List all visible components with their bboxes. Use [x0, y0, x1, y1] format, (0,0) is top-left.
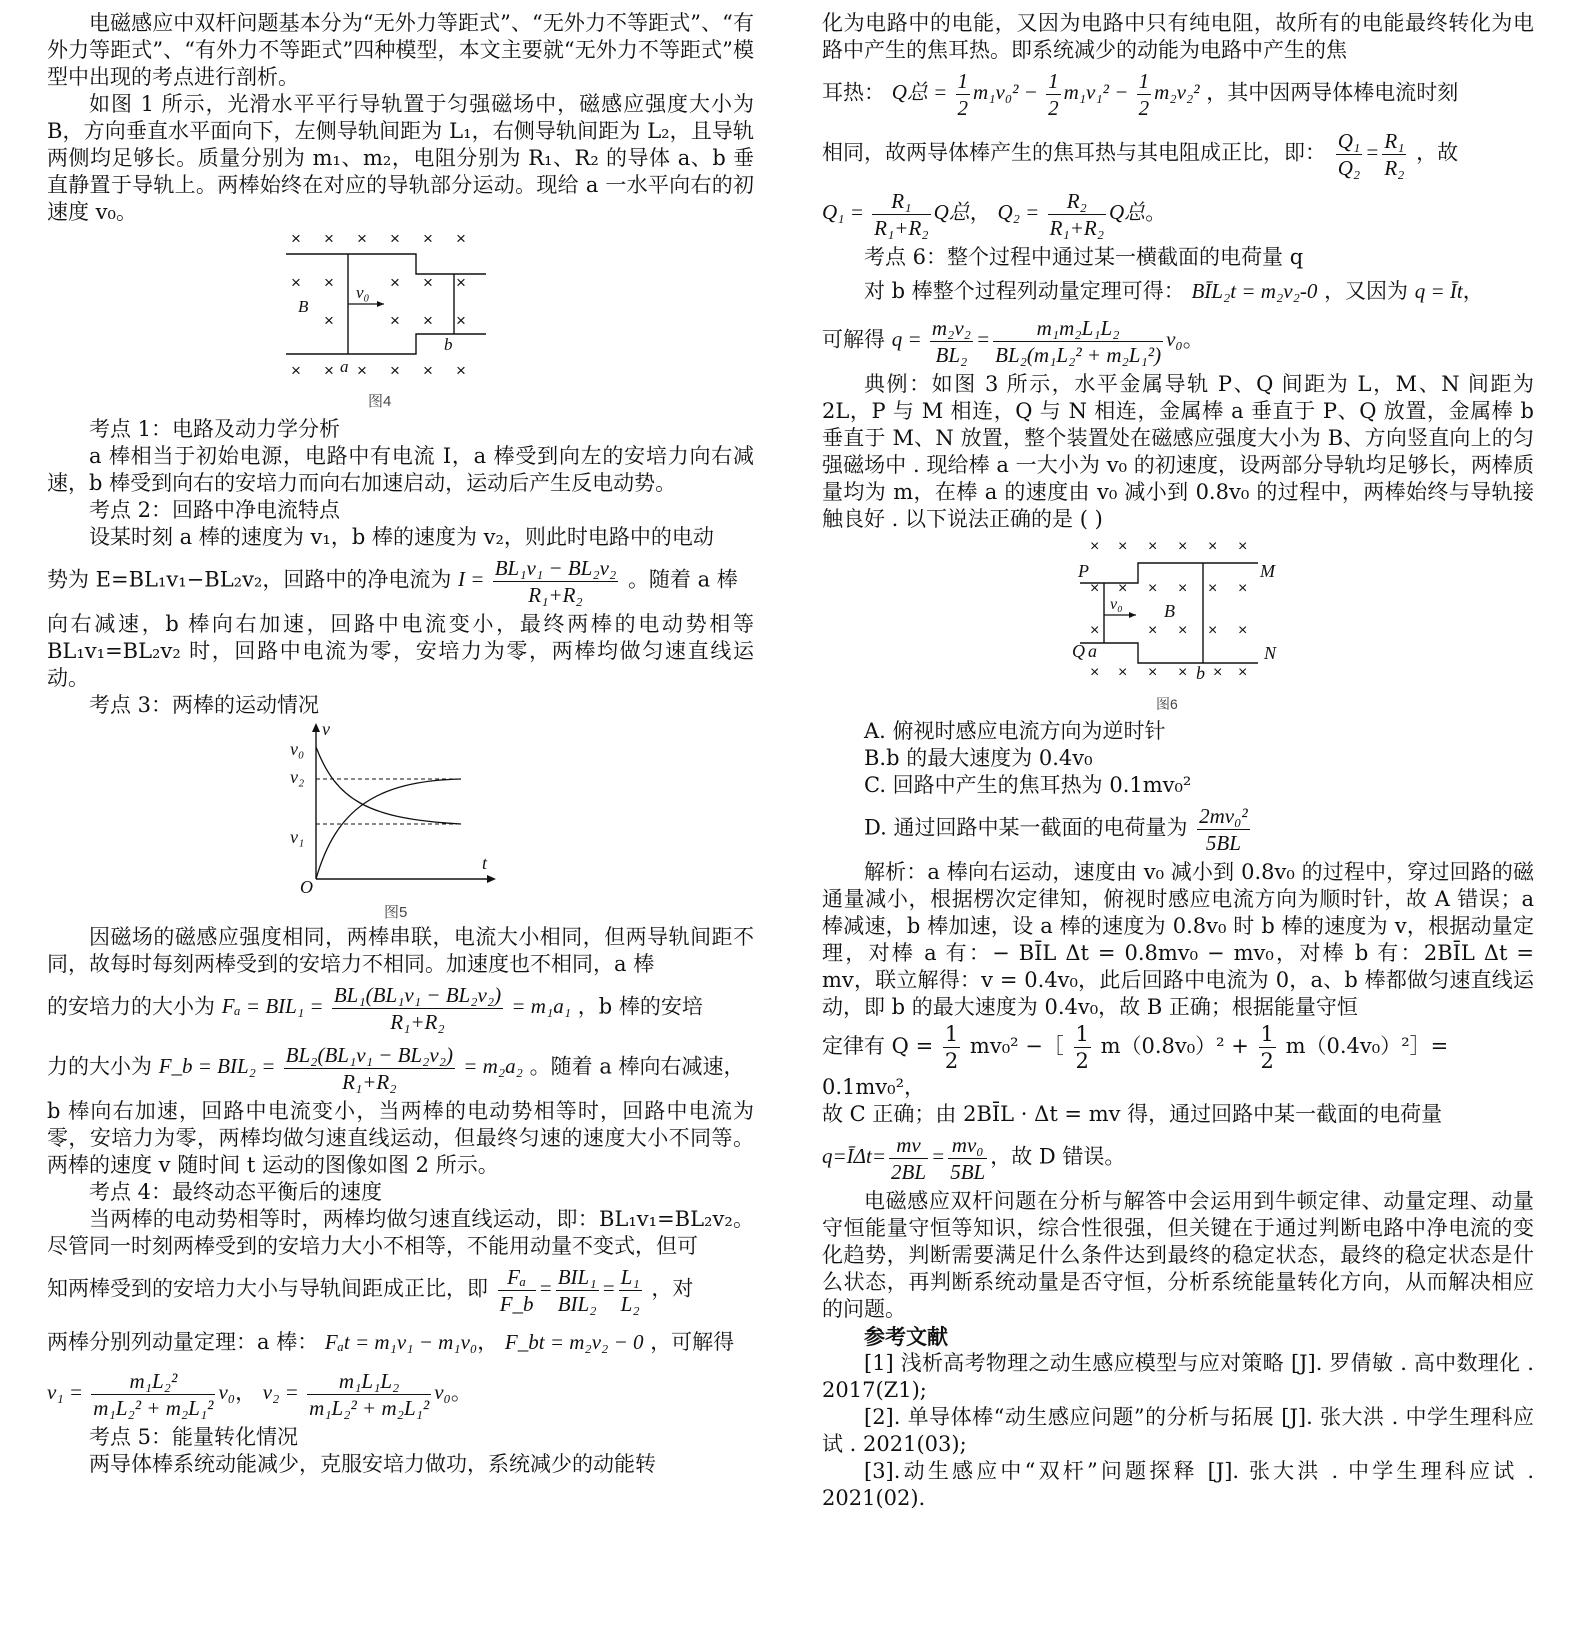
option-d: D. 通过回路中某一截面的电荷量为 [864, 814, 1188, 839]
svg-text:×: × [422, 273, 433, 292]
k3-title: 考点 3：两棒的运动情况 [89, 693, 320, 717]
svg-text:×: × [389, 311, 400, 330]
k6-charge-definition: q = Īt [1414, 278, 1463, 303]
label-v1: v₁ [289, 827, 304, 847]
curve-b [316, 779, 461, 879]
total-heat-equation: Q总 = $\frac{1}{2}$ m₁v₀² − $\frac{1}{2}$ m₁v₁² − $\frac{1}{2}$ m₂v₂² [891, 68, 1200, 120]
q1-equation: Q₁ = $\frac{\text{R₁}}{\text{R₁+R₂}}$ Q总 [822, 188, 970, 240]
svg-text:×: × [290, 229, 301, 248]
k4-title: 考点 4：最终动态平衡后的速度 [89, 1180, 383, 1204]
label-v0: v₀ [1110, 596, 1123, 613]
curve-a [316, 747, 461, 824]
k2-body-3: 向右减速，b 棒向右加速，回路中电流变小，最终两棒的电动势相等 BL₁v₁=BL₂v₂ 时，回路中电流为零，安培力为零，两棒均做匀速直线运动。 [47, 612, 754, 690]
reference-3: [3].动生感应中“双杆”问题探释 [J]. 张大洪 . 中学生理科应试 . 2021(02). [822, 1459, 1534, 1510]
svg-text:×: × [1208, 622, 1218, 639]
v2-solution: v₂ = $\frac{\text{m₁L₁L₂}}{\text{m₁L₂² + m₂L₁²}}$ v₀ [262, 1368, 451, 1420]
conclusion-paragraph: 电磁感应双杆问题在分析与解答中会运用到牛顿定律、动量定理、动量守恒能量守恒等知识，综合性很强，但关键在于通过判断电路中净电流的变化趋势，判断需要满足什么条件达到最终的稳定状态，最终的稳定状态是什么状态，再判断系统动量是否守恒，分析系统能量转化方向，从而解决相应的问题。 [822, 1189, 1534, 1321]
svg-text:×: × [356, 229, 367, 248]
rail-bottom [286, 334, 486, 354]
svg-text:×: × [422, 361, 433, 380]
rail-top [286, 254, 486, 274]
current-equation: I = $\frac{\text{BL₁v₁ − BL₂v₂}}{\text{R₁+R₂}}$ [458, 555, 617, 607]
k3-fb-equation-line: 力的大小为 F_b = BIL₂ = $\frac{\text{BL₂(BL₁v₁ − BL₂v₂)}}{\text{R₁+R₂}}$ = m₂a₂ 。随着 a 棒向右减速， [47, 1042, 745, 1094]
svg-text:×: × [1090, 538, 1100, 555]
svg-text:×: × [1208, 538, 1218, 555]
solution-paragraph-3: 故 C 正确；由 2BĪL · Δt = mv 得，通过回路中某一截面的电荷量 [822, 1102, 1443, 1126]
k4-ratio-line: 知两棒受到的安培力大小与导轨间距成正比，即 $\frac{\text{Fₐ}}{F\_b}$ = $\frac{\text{BIL₁}}{\text{BIL₂}}$ = $\frac{\text{L₁}}{\text{L₂}}$ ，对 [47, 1264, 694, 1316]
k2-title: 考点 2：回路中净电流特点 [89, 498, 341, 522]
rail-bottom [1080, 643, 1258, 663]
label-m: M [1260, 561, 1275, 581]
svg-text:×: × [1090, 580, 1100, 597]
reference-2: [2]. 单导体棒“动生感应问题”的分析与拓展 [J]. 张大洪 . 中学生理科应试 . 2021(03); [822, 1405, 1534, 1456]
figure-caption: 图6 [1156, 696, 1178, 712]
label-p: P [1078, 561, 1089, 581]
k4-velocity-solution-line: v₁ = $\frac{\text{m₁L₂²}}{\text{m₁L₂² + m₂L₁²}}$ v₀， v₂ = $\frac{\text{m₁L₁L₂}}{\text{m₁L₂² + m₂L₁²}}$ v₀。 [47, 1368, 472, 1420]
label-v0: v₀ [355, 283, 369, 302]
svg-text:×: × [290, 273, 301, 292]
option-a: A. 俯视时感应电流方向为逆时针 [864, 719, 1166, 743]
svg-text:×: × [290, 361, 301, 380]
k3-paragraph-4: b 棒向右加速，回路中电流变小，当两棒的电动势相等时，回路中电流为零，安培力为零，两棒均做匀速直线运动，但最终匀速的速度大小不同等。两棒的速度 v 随时间 t 运动的图像如图 2 所示。 [47, 1099, 754, 1177]
setup-paragraph: 如图 1 所示，光滑水平平行导轨置于匀强磁场中，磁感应强度大小为 B，方向垂直水平面向下，左侧导轨间距为 L₁，右侧导轨间距为 L₂，且导轨两侧均足够长。质量分别为 m₁、m₂，电阻分别为 R₁、R₂ 的导体 a、b 垂直静置于导轨上。两棒始终在对应的导轨部分运动。现给 a 一水平向右的初速度 v₀。 [47, 92, 754, 224]
references-title: 参考文献 [864, 1324, 948, 1349]
rail-top [1080, 563, 1258, 583]
k4-momentum-line: 两棒分别列动量定理：a 棒： Fₐt = m₁v₁ − m₁v₀， F_bt = m₂v₂ − 0 ，可解得 [47, 1329, 735, 1354]
energy-conservation-line: 定律有 Q = $\frac{1}{2}$ mv₀² −［ $\frac{1}{2}$ m（0.8v₀）² + $\frac{1}{2}$ m（0.4v₀）²］= 0.1mv₀²， [822, 1022, 1449, 1099]
svg-text:×: × [1118, 580, 1128, 597]
figure-5-velocity-graph [286, 719, 516, 924]
left-column [47, 10, 754, 1478]
reference-1: [1] 浅析高考物理之动生感应模型与应对策略 [J]. 罗倩敏 . 高中数理化 . 2017(Z1); [822, 1351, 1534, 1402]
fa-equation: Fₐ = BIL₁ = $\frac{\text{BL₁(BL₁v₁ − BL₂v₂)}}{\text{R₁+R₂}}$ = m₁a₁ [221, 982, 572, 1034]
k3-paragraph-1: 因磁场的磁感应强度相同，两棒串联，电流大小相同，但两导轨间距不同，故每时每刻两棒受到的安培力不相同。加速度也不相同，a 棒 [47, 925, 754, 976]
heat-ratio-equation: $\frac{\text{Q₁}}{\text{Q₂}}$ = $\frac{\text{R₁}}{\text{R₂}}$ [1337, 128, 1405, 180]
k1-body: a 棒相当于初始电源，电路中有电流 I，a 棒受到向左的安培力向右减速，b 棒受到向右的安培力而向右加速启动，运动后产生反电动势。 [47, 444, 754, 495]
heat-ratio-line: 相同，故两导体棒产生的焦耳热与其电阻成正比，即： $\frac{\text{Q₁}}{\text{Q₂}}$ = $\frac{\text{R₁}}{\text{R₂}}$ ，故 [822, 128, 1459, 180]
svg-text:×: × [323, 229, 334, 248]
momentum-equation-b: F_bt = m₂v₂ − 0 [504, 1329, 644, 1354]
label-v: v [321, 719, 330, 739]
svg-text:×: × [1178, 580, 1188, 597]
option-d-line [822, 799, 1534, 859]
energy-paragraph: 化为电路中的电能，又因为电路中只有纯电阻，故所有的电能最终转化为电路中产生的焦耳热。即系统减少的动能为电路中产生的焦 [822, 11, 1534, 62]
momentum-equation-a: Fₐt = m₁v₁ − m₁v₀ [324, 1329, 478, 1354]
svg-text:×: × [1208, 580, 1218, 597]
svg-text:×: × [1148, 622, 1158, 639]
heat-split-line: Q₁ = $\frac{\text{R₁}}{\text{R₁+R₂}}$ Q总， Q₂ = $\frac{\text{R₂}}{\text{R₁+R₂}}$ Q总。 [822, 188, 1167, 240]
k4-paragraph-1: 当两棒的电动势相等时，两棒均做匀速直线运动，即：BL₁v₁=BL₂v₂。尽管同一时刻两棒受到的安培力大小不相等，不能用动量不变式，但可 [47, 1207, 754, 1258]
charge-result-line: q=ĪΔt= $\frac{mv}{2BL}$ = $\frac{\text{mv₀}}{5BL}$ ，故 D 错误。 [822, 1132, 1126, 1184]
svg-text:×: × [323, 361, 334, 380]
label-q: Q [1072, 641, 1085, 661]
force-ratio-equation: $\frac{\text{Fₐ}}{F\_b}$ = $\frac{\text{BIL₁}}{\text{BIL₂}}$ = $\frac{\text{L₁}}{\text{L₂}}$ [499, 1264, 640, 1316]
svg-text:×: × [323, 311, 334, 330]
svg-text:×: × [356, 361, 367, 380]
figure-4-rails-diagram [286, 226, 516, 416]
svg-text:×: × [1238, 622, 1248, 639]
label-b: b [1196, 663, 1205, 683]
k3-fa-equation-line: 的安培力的大小为 Fₐ = BIL₁ = $\frac{\text{BL₁(BL₁v₁ − BL₂v₂)}}{\text{R₁+R₂}}$ = m₁a₁ ，b 棒的安培 [47, 982, 703, 1034]
svg-text:×: × [1148, 538, 1158, 555]
svg-text:×: × [1118, 664, 1128, 681]
label-a: a [339, 357, 348, 376]
label-b-field: B [1164, 601, 1175, 621]
svg-text:×: × [1238, 664, 1248, 681]
svg-text:×: × [455, 311, 466, 330]
k1-title: 考点 1：电路及动力学分析 [89, 417, 341, 441]
svg-text:×: × [1178, 538, 1188, 555]
figure-6-rails-diagram [1028, 533, 1328, 718]
svg-text:×: × [455, 361, 466, 380]
svg-text:×: × [389, 273, 400, 292]
label-a: a [1088, 641, 1097, 661]
q2-equation: Q₂ = $\frac{\text{R₂}}{\text{R₁+R₂}}$ Q总 [997, 188, 1146, 240]
intro-paragraph: 电磁感应中双杆问题基本分为“无外力等距式”、“无外力不等距式”、“有外力等距式”、“有外力不等距式”四种模型，本文主要就“无外力不等距式”模型中出现的考点进行剖析。 [47, 11, 754, 89]
k6-title: 考点 6：整个过程中通过某一横截面的电荷量 q [864, 245, 1304, 269]
svg-text:×: × [422, 311, 433, 330]
label-v2: v₂ [289, 767, 304, 787]
svg-text:×: × [389, 361, 400, 380]
charge-solution: q = $\frac{\text{m₂v₂}}{\text{BL₂}}$ = $\frac{\text{m₁m₂L₁L₂}}{\text{BL₂(m₁L₂² + m₂L₁²)}}$ v₀ [891, 315, 1183, 367]
figure-caption: 图5 [383, 904, 407, 921]
svg-text:×: × [323, 273, 334, 292]
k5-title: 考点 5：能量转化情况 [89, 1425, 299, 1449]
total-heat-equation-line: 耳热： Q总 = $\frac{1}{2}$ m₁v₀² − $\frac{1}{2}$ m₁v₁² − $\frac{1}{2}$ m₂v₂² ，其中因两导体棒电流时刻 [822, 68, 1459, 120]
svg-text:×: × [1148, 664, 1158, 681]
solution-paragraph: 解析：a 棒向右运动，速度由 v₀ 减小到 0.8v₀ 的过程中，穿过回路的磁通量减小，根据楞次定律知，俯视时感应电流方向为顺时针，故 A 错误；a 棒减速，b 棒加速，设 a 棒的速度为 0.8v₀ 时 b 棒的速度为 v，根据动量定理，对棒 a 有：− BĪL Δt = 0.8mv₀ − mv₀，对棒 b 有：2BĪL Δt = mv，联立解得：v = 0.4v₀，此后回路中电流为 0，a、b 棒都做匀速直线运动，即 b 的最大速度为 0.4v₀，故 B 正确；根据能量守恒 [822, 860, 1534, 1019]
svg-text:×: × [1148, 580, 1158, 597]
charge-result: q=ĪΔt= $\frac{mv}{2BL}$ = $\frac{\text{mv₀}}{5BL}$ [822, 1132, 986, 1184]
label-origin: O [299, 877, 313, 897]
svg-text:×: × [1238, 580, 1248, 597]
svg-text:×: × [1213, 664, 1223, 681]
svg-text:×: × [455, 273, 466, 292]
label-b-field: B [297, 297, 308, 316]
example-paragraph: 典例：如图 3 所示，水平金属导轨 P、Q 间距为 L，M、N 间距为 2L，P 与 M 相连，Q 与 N 相连，金属棒 a 垂直于 P、Q 放置，金属棒 b 垂直于 M、N 放置，整个装置处在磁感应强度大小为 B、方向竖直向上的匀强磁场中 . 现给棒 a 一大小为 v₀ 的初速度，设两部分导轨均足够长，两棒质量均为 m，在棒 a 的速度由 v₀ 减小到 0.8v₀ 的过程中，两棒始终与导轨接触良好 . 以下说法正确的是 ( ) [822, 372, 1534, 531]
label-t: t [481, 853, 487, 873]
svg-text:×: × [1118, 538, 1128, 555]
svg-text:×: × [455, 229, 466, 248]
svg-text:×: × [1178, 622, 1188, 639]
option-d-fraction: $\frac{\text{2mv₀²}}{5BL}$ [1199, 803, 1248, 855]
k6-charge-solution-line: 可解得 q = $\frac{\text{m₂v₂}}{\text{BL₂}}$ = $\frac{\text{m₁m₂L₁L₂}}{\text{BL₂(m₁L₂² + m₂L₁²)}}$ v₀。 [822, 315, 1204, 367]
svg-text:×: × [1178, 664, 1188, 681]
k2-body-1: 设某时刻 a 棒的速度为 v₁，b 棒的速度为 v₂，则此时电路中的电动 [89, 525, 714, 549]
label-v0: v₀ [289, 739, 304, 759]
option-b: B.b 的最大速度为 0.4v₀ [864, 746, 1093, 770]
k2-current-equation-line: 势为 E=BL₁v₁−BL₂v₂，回路中的净电流为 I = $\frac{\text{BL₁v₁ − BL₂v₂}}{\text{R₁+R₂}}$ 。随着 a 棒 [47, 555, 738, 607]
k6-momentum-equation: BĪL₂t = m₂v₂-0 [1191, 278, 1318, 303]
k5-paragraph-1: 两导体棒系统动能减少，克服安培力做功，系统减少的动能转 [89, 1452, 656, 1476]
svg-text:×: × [1090, 664, 1100, 681]
k6-momentum-line: 对 b 棒整个过程列动量定理可得： BĪL₂t = m₂v₂-0 ，又因为 q = Īt， [864, 278, 1484, 303]
svg-text:×: × [389, 229, 400, 248]
v1-solution: v₁ = $\frac{\text{m₁L₂²}}{\text{m₁L₂² + m₂L₁²}}$ v₀ [47, 1368, 236, 1420]
svg-text:×: × [1238, 538, 1248, 555]
label-b-rod: b [443, 335, 452, 354]
figure-caption: 图4 [367, 393, 391, 410]
label-n: N [1264, 643, 1277, 663]
option-c: C. 回路中产生的焦耳热为 0.1mv₀² [864, 773, 1192, 797]
fb-equation: F_b = BIL₂ = $\frac{\text{BL₂(BL₁v₁ − BL₂v₂)}}{\text{R₁+R₂}}$ = m₂a₂ [158, 1042, 523, 1094]
svg-text:×: × [1090, 622, 1100, 639]
right-column [822, 10, 1534, 1512]
svg-text:×: × [422, 229, 433, 248]
